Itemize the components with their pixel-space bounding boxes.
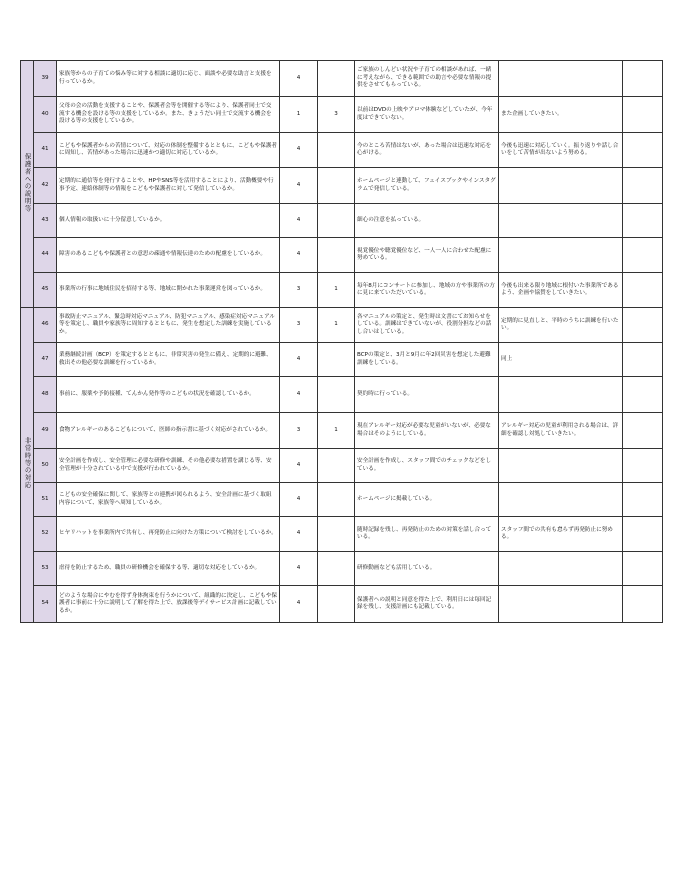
item-text: どのような場合にやむを得ず身体拘束を行うかについて、組織的に決定し、こどもや保護者に事前に十分に説明して了解を得た上で、放課後等デイサービス計画に記載しているか。 [57, 586, 280, 623]
table-row [21, 377, 663, 413]
blank-cell [623, 413, 663, 449]
no-count [318, 517, 355, 552]
table-row [21, 168, 663, 204]
category-cell [21, 61, 34, 308]
response-cell [499, 483, 623, 517]
item-number: 44 [34, 238, 57, 273]
category-label: 非常時等の対応 [23, 437, 32, 490]
comment-cell: BCPの策定と、3月と9月に年2回災害を想定した避難訓練をしている。 [355, 343, 499, 377]
no-count [318, 133, 355, 168]
no-count: 1 [318, 308, 355, 343]
blank-cell [623, 483, 663, 517]
item-text: 障害のあるこどもや保護者との意思の疎通や情報伝達のための配慮をしているか。 [57, 238, 280, 273]
blank-cell [623, 449, 663, 483]
table-row [21, 97, 663, 133]
item-text: 事故防止マニュアル、緊急時対応マニュアル、防犯マニュアル、感染症対応マニュアル等を策定し、職員や家族等に周知するとともに、発生を想定した訓練を実施しているか。 [57, 308, 280, 343]
evaluation-table [20, 60, 663, 623]
table-row [21, 204, 663, 238]
item-number: 51 [34, 483, 57, 517]
comment-cell: 研修動画なども活用している。 [355, 552, 499, 586]
yes-count: 4 [280, 133, 318, 168]
item-number: 41 [34, 133, 57, 168]
item-number: 50 [34, 449, 57, 483]
item-number: 39 [34, 61, 57, 97]
comment-cell: 各マニュアルの策定と、発生時は文書にてお知らせをしている。訓練はできていないが、役割分担などの話し合いはしている。 [355, 308, 499, 343]
yes-count: 3 [280, 413, 318, 449]
table-row [21, 273, 663, 308]
response-cell [499, 552, 623, 586]
no-count [318, 483, 355, 517]
comment-cell: 細心の注意を払っている。 [355, 204, 499, 238]
blank-cell [623, 133, 663, 168]
table-row [21, 308, 663, 343]
response-cell [499, 204, 623, 238]
blank-cell [623, 204, 663, 238]
item-text: こどもや保護者からの苦情について、対応の体制を整備するとともに、こどもや保護者に周知し、苦情があった場合に迅速かつ適切に対応しているか。 [57, 133, 280, 168]
item-text: 事業所の行事に地域住民を招待する等、地域に開かれた事業運営を図っているか。 [57, 273, 280, 308]
item-text: 父母の会の活動を支援することや、保護者会等を開催する等により、保護者同士で交流する機会を設ける等の支援をしているか。また、きょうだい同士で交流する機会を設ける等の支援をしているか。 [57, 97, 280, 133]
no-count [318, 343, 355, 377]
item-text: 安全計画を作成し、安全管理に必要な研修や訓練、その他必要な措置を講じる等、安全管理が十分されている中で支援が行われているか。 [57, 449, 280, 483]
yes-count: 4 [280, 168, 318, 204]
comment-cell: 視覚優位や聴覚優位など、一人一人に合わせた配慮に努めている。 [355, 238, 499, 273]
comment-cell: 随時記録を残し、再発防止のための対策を話し合っている。 [355, 517, 499, 552]
table-row [21, 61, 663, 97]
no-count [318, 238, 355, 273]
blank-cell [623, 586, 663, 623]
table-row [21, 552, 663, 586]
item-text: ヒヤリハットを事業所内で共有し、再発防止に向けた方策について検討をしているか。 [57, 517, 280, 552]
blank-cell [623, 552, 663, 586]
item-number: 40 [34, 97, 57, 133]
item-number: 42 [34, 168, 57, 204]
item-text: 食物アレルギーのあるこどもについて、医師の指示書に基づく対応がされているか。 [57, 413, 280, 449]
table-row [21, 586, 663, 623]
response-cell: 定期的に見直しと、平時のうちに訓練を行いたい。 [499, 308, 623, 343]
table-row [21, 413, 663, 449]
item-number: 43 [34, 204, 57, 238]
item-text: こどもの安全確保に関して、家族等との連携が図られるよう、安全計画に基づく取組内容について、家族等へ周知しているか。 [57, 483, 280, 517]
category-cell [21, 308, 34, 623]
yes-count: 4 [280, 517, 318, 552]
item-number: 46 [34, 308, 57, 343]
item-number: 54 [34, 586, 57, 623]
comment-cell: 現在アレルギー対応が必要な児童がいないが、必要な場合はそのようにしている。 [355, 413, 499, 449]
table-row [21, 517, 663, 552]
no-count [318, 586, 355, 623]
yes-count: 4 [280, 586, 318, 623]
no-count [318, 168, 355, 204]
item-number: 45 [34, 273, 57, 308]
item-text: 個人情報の取扱いに十分留意しているか。 [57, 204, 280, 238]
item-text: 業務継続計画（BCP）を策定するとともに、非常災害の発生に備え、定期的に避難、救出その他必要な訓練を行っているか。 [57, 343, 280, 377]
table-row [21, 483, 663, 517]
response-cell: スタッフ間での共有も怠らず再発防止に努める。 [499, 517, 623, 552]
response-cell [499, 449, 623, 483]
table-row [21, 238, 663, 273]
yes-count: 4 [280, 483, 318, 517]
no-count [318, 449, 355, 483]
item-number: 52 [34, 517, 57, 552]
blank-cell [623, 97, 663, 133]
blank-cell [623, 238, 663, 273]
yes-count: 3 [280, 273, 318, 308]
table-row [21, 449, 663, 483]
no-count [318, 61, 355, 97]
yes-count: 4 [280, 552, 318, 586]
table-row [21, 343, 663, 377]
item-number: 53 [34, 552, 57, 586]
response-cell [499, 377, 623, 413]
no-count: 1 [318, 413, 355, 449]
no-count: 3 [318, 97, 355, 133]
comment-cell: 以前はDVDの上映やアロマ体験などしていたが、今年度はできていない。 [355, 97, 499, 133]
response-cell: 同上 [499, 343, 623, 377]
blank-cell [623, 273, 663, 308]
response-cell [499, 238, 623, 273]
no-count [318, 377, 355, 413]
yes-count: 4 [280, 377, 318, 413]
no-count: 1 [318, 273, 355, 308]
response-cell: 今後も迅速に対応していく。振り返りや話し合いをして苦情が出ないよう努める。 [499, 133, 623, 168]
table-body [21, 61, 663, 623]
yes-count: 4 [280, 204, 318, 238]
response-cell [499, 61, 623, 97]
item-text: 家族等からの子育ての悩み等に対する相談に適切に応じ、面談や必要な助言と支援を行っているか。 [57, 61, 280, 97]
blank-cell [623, 517, 663, 552]
item-number: 47 [34, 343, 57, 377]
comment-cell: 今のところ苦情はないが、あった場合は迅速な対応を心がける。 [355, 133, 499, 168]
item-text: 事前に、服薬や予防接種、てんかん発作等のこどもの状況を確認しているか。 [57, 377, 280, 413]
blank-cell [623, 61, 663, 97]
comment-cell: ご家族のしんどい状況や子育ての相談があれば、一緒に考えながら、できる範囲での助言や必要な情報の提供をさせてもらっている。 [355, 61, 499, 97]
comment-cell: 毎年8月にコンサートに参加し、地域の方や事業所の方に見に来ていただいている。 [355, 273, 499, 308]
category-label: 保護者への説明等 [23, 152, 32, 212]
table-row [21, 133, 663, 168]
response-cell: また企画していきたい。 [499, 97, 623, 133]
item-number: 49 [34, 413, 57, 449]
yes-count: 4 [280, 343, 318, 377]
item-text: 定期的に通信等を発行することや、HPやSNS等を活用することにより、活動概要や行事予定、連絡体制等の情報をこどもや保護者に対して発信しているか。 [57, 168, 280, 204]
comment-cell: ホームページと連動して、フェイスブックやインスタグラムで発信している。 [355, 168, 499, 204]
blank-cell [623, 377, 663, 413]
blank-cell [623, 168, 663, 204]
yes-count: 4 [280, 449, 318, 483]
yes-count: 4 [280, 61, 318, 97]
comment-cell: 安全計画を作成し、スタッフ間でのチェックなどをしている。 [355, 449, 499, 483]
yes-count: 3 [280, 308, 318, 343]
blank-cell [623, 343, 663, 377]
no-count [318, 552, 355, 586]
blank-cell [623, 308, 663, 343]
yes-count: 4 [280, 238, 318, 273]
no-count [318, 204, 355, 238]
response-cell: 今後も出来る限り地域に根付いた事業所であるよう、企画や協賛をしていきたい。 [499, 273, 623, 308]
comment-cell: 契約時に行っている。 [355, 377, 499, 413]
yes-count: 1 [280, 97, 318, 133]
response-cell [499, 168, 623, 204]
item-text: 虐待を防止するため、職員の研修機会を確保する等、適切な対応をしているか。 [57, 552, 280, 586]
response-cell: アレルギー対応の児童が利用される場合は、詳細を確認し対処していきたい。 [499, 413, 623, 449]
comment-cell: 保護者への説明と同意を得た上で、利用日には毎回記録を残し、支援計画にも記載している。 [355, 586, 499, 623]
item-number: 48 [34, 377, 57, 413]
comment-cell: ホームページに掲載している。 [355, 483, 499, 517]
response-cell [499, 586, 623, 623]
